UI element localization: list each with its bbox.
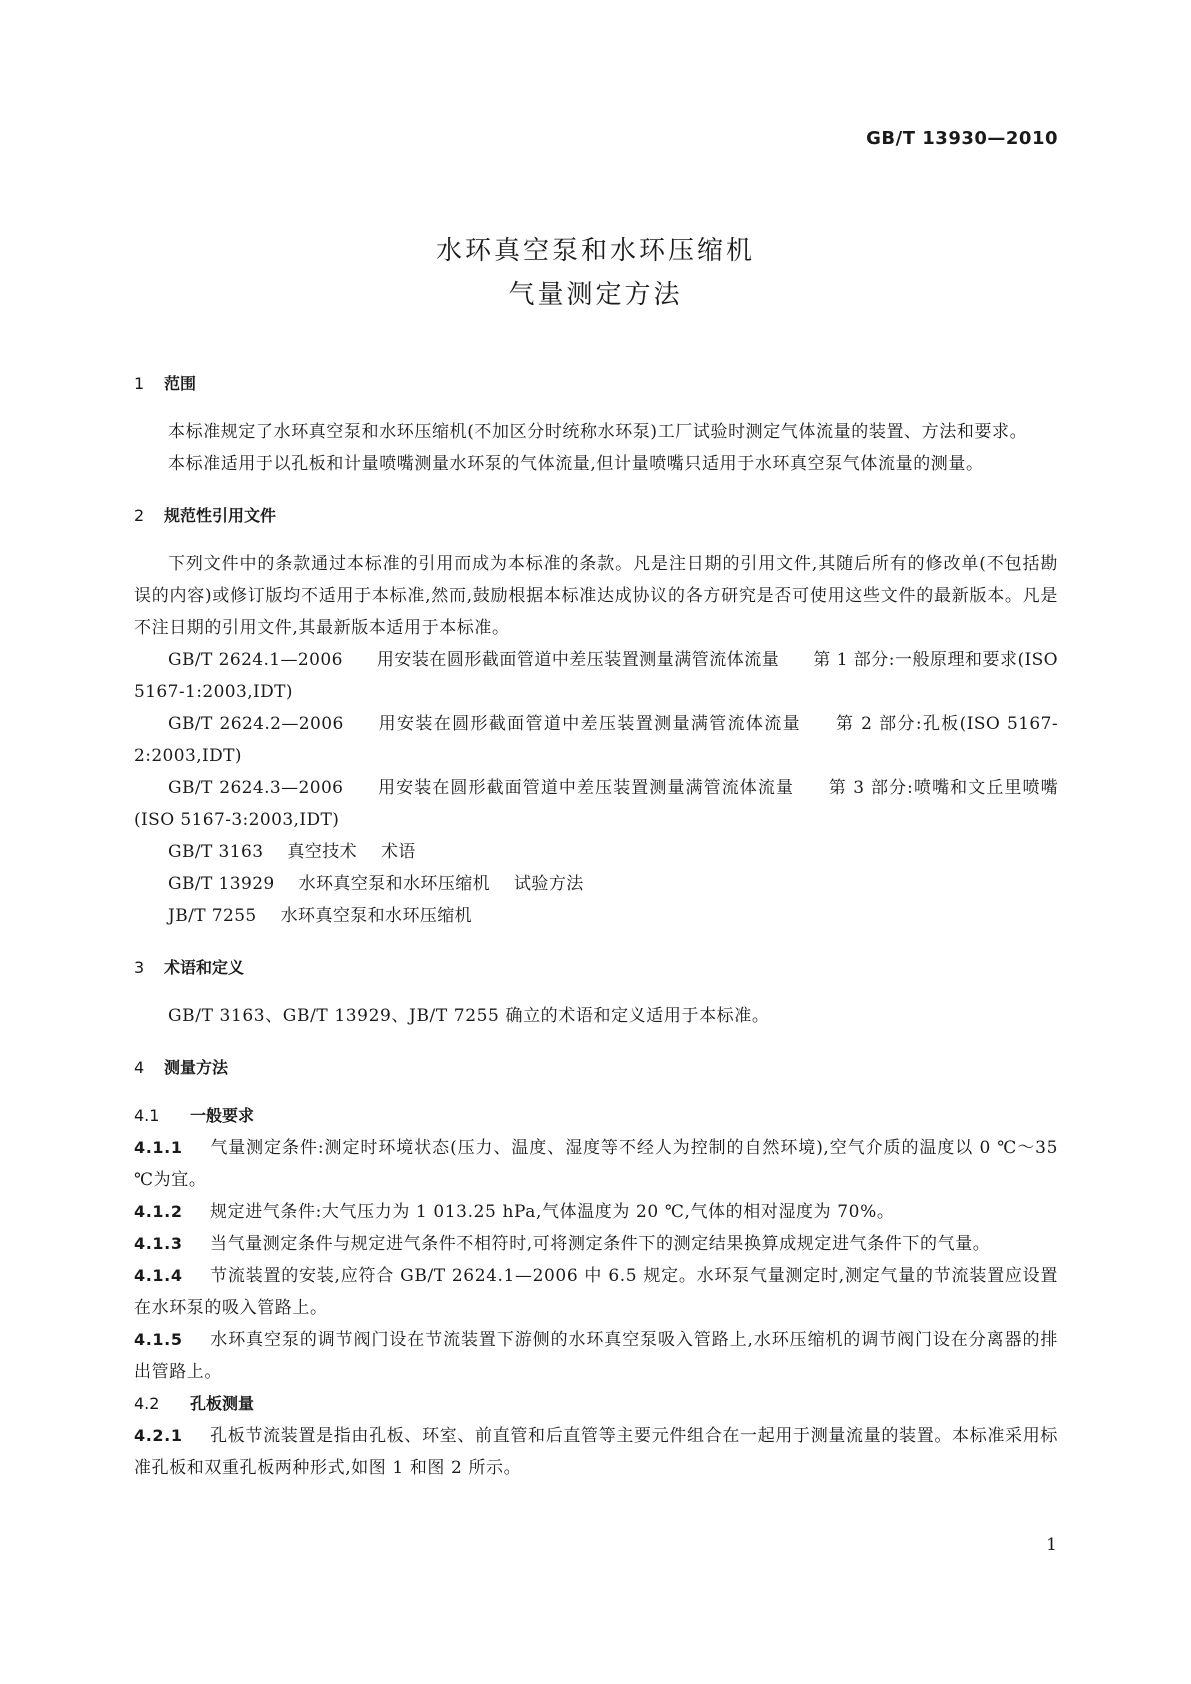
standard-code: GB/T 13930—2010 xyxy=(866,128,1058,149)
document-title-line2: 气量测定方法 xyxy=(508,280,683,310)
section-heading-3 xyxy=(134,952,1058,984)
section-heading-4 xyxy=(134,1052,1058,1084)
page-number: 1 xyxy=(1046,1535,1057,1555)
reference-item xyxy=(134,868,1058,900)
paragraph: 下列文件中的条款通过本标准的引用而成为本标准的条款。凡是注日期的引用文件,其随后所有的修改单(不包括勘误的内容)或修订版均不适用于本标准,然而,鼓励根据本标准达成协议的各方研究是否可使用这些文件的最新版本。凡是不注日期的引用文件,其最新版本适用于本标准。 xyxy=(134,554,1058,638)
reference-code: GB/T 2624.1—2006 xyxy=(168,650,343,670)
reference-part: 试验方法 xyxy=(514,874,584,894)
section-number: 3 xyxy=(134,958,145,977)
clause-item xyxy=(134,1260,1058,1324)
reference-part: 第 3 部分:喷嘴和文丘里喷嘴(ISO 5167-3:2003,IDT) xyxy=(134,778,1058,830)
subsection-number: 4.1 xyxy=(134,1106,160,1125)
reference-title: 用安装在圆形截面管道中差压装置测量满管流体流量 xyxy=(376,650,780,670)
clause-item xyxy=(134,1420,1058,1484)
clause-number: 4.1.1 xyxy=(134,1138,183,1157)
reference-title: 水环真空泵和水环压缩机 xyxy=(298,874,491,894)
section-title: 术语和定义 xyxy=(164,958,245,977)
reference-code: GB/T 3163 xyxy=(168,842,264,862)
subsection-title: 孔板测量 xyxy=(190,1394,255,1413)
reference-item xyxy=(134,836,1058,868)
clause-item xyxy=(134,1132,1058,1196)
section-number: 4 xyxy=(134,1058,145,1077)
section-title: 测量方法 xyxy=(164,1058,229,1077)
clause-number: 4.1.2 xyxy=(134,1202,183,1221)
subsection-heading-4-2 xyxy=(134,1388,1058,1420)
clause-text: 当气量测定条件与规定进气条件不相符时,可将测定条件下的测定结果换算成规定进气条件下的气量。 xyxy=(210,1234,991,1254)
document-body xyxy=(134,368,1058,1484)
paragraph: 本标准规定了水环真空泵和水环压缩机(不加区分时统称水环泵)工厂试验时测定气体流量的装置、方法和要求。 xyxy=(168,422,1028,442)
reference-item xyxy=(134,772,1058,836)
subsection-number: 4.2 xyxy=(134,1394,160,1413)
document-title-line1: 水环真空泵和水环压缩机 xyxy=(435,236,755,266)
paragraph: 本标准适用于以孔板和计量喷嘴测量水环泵的气体流量,但计量喷嘴只适用于水环真空泵气体流量的测量。 xyxy=(168,454,984,474)
section-number: 2 xyxy=(134,506,145,525)
reference-code: GB/T 2624.3—2006 xyxy=(168,778,344,798)
section-heading-2 xyxy=(134,500,1058,532)
clause-number: 4.2.1 xyxy=(134,1426,183,1445)
clause-item xyxy=(134,1228,1058,1260)
subsection-heading-4-1 xyxy=(134,1100,1058,1132)
section-title: 规范性引用文件 xyxy=(164,506,277,525)
clause-text: 气量测定条件:测定时环境状态(压力、温度、湿度等不经人为控制的自然环境),空气介质的温度以 0 ℃～35 ℃为宜。 xyxy=(134,1138,1058,1190)
section-heading-1 xyxy=(134,368,1058,400)
clause-text: 水环真空泵的调节阀门设在节流装置下游侧的水环真空泵吸入管路上,水环压缩机的调节阀门设在分离器的排出管路上。 xyxy=(134,1330,1058,1382)
reference-code: JB/T 7255 xyxy=(168,906,257,926)
clause-item xyxy=(134,1196,1058,1228)
clause-text: 节流装置的安装,应符合 GB/T 2624.1—2006 中 6.5 规定。水环泵气量测定时,测定气量的节流装置应设置在水环泵的吸入管路上。 xyxy=(134,1266,1058,1318)
reference-title: 水环真空泵和水环压缩机 xyxy=(280,906,473,926)
clause-number: 4.1.4 xyxy=(134,1266,183,1285)
reference-part: 第 1 部分:一般原理和要求(ISO 5167-1:2003,IDT) xyxy=(134,650,1058,702)
reference-title: 用安装在圆形截面管道中差压装置测量满管流体流量 xyxy=(377,778,795,798)
reference-part: 第 2 部分:孔板(ISO 5167-2:2003,IDT) xyxy=(134,714,1058,766)
reference-item xyxy=(134,708,1058,772)
reference-part: 术语 xyxy=(381,842,416,862)
reference-code: GB/T 13929 xyxy=(168,874,275,894)
clause-text: 规定进气条件:大气压力为 1 013.25 hPa,气体温度为 20 ℃,气体的相对湿度为 70%。 xyxy=(210,1202,895,1222)
clause-number: 4.1.3 xyxy=(134,1234,183,1253)
paragraph: GB/T 3163、GB/T 13929、JB/T 7255 确立的术语和定义适用于本标准。 xyxy=(168,1006,770,1026)
reference-title: 真空技术 xyxy=(287,842,358,862)
section-title: 范围 xyxy=(164,374,197,393)
reference-item xyxy=(134,900,1058,932)
section-number: 1 xyxy=(134,374,145,393)
reference-item xyxy=(134,644,1058,708)
subsection-title: 一般要求 xyxy=(190,1106,255,1125)
clause-number: 4.1.5 xyxy=(134,1330,183,1349)
reference-code: GB/T 2624.2—2006 xyxy=(168,714,344,734)
clause-item xyxy=(134,1324,1058,1388)
clause-text: 孔板节流装置是指由孔板、环室、前直管和后直管等主要元件组合在一起用于测量流量的装置。本标准采用标准孔板和双重孔板两种形式,如图 1 和图 2 所示。 xyxy=(134,1426,1058,1478)
reference-title: 用安装在圆形截面管道中差压装置测量满管流体流量 xyxy=(377,714,802,734)
